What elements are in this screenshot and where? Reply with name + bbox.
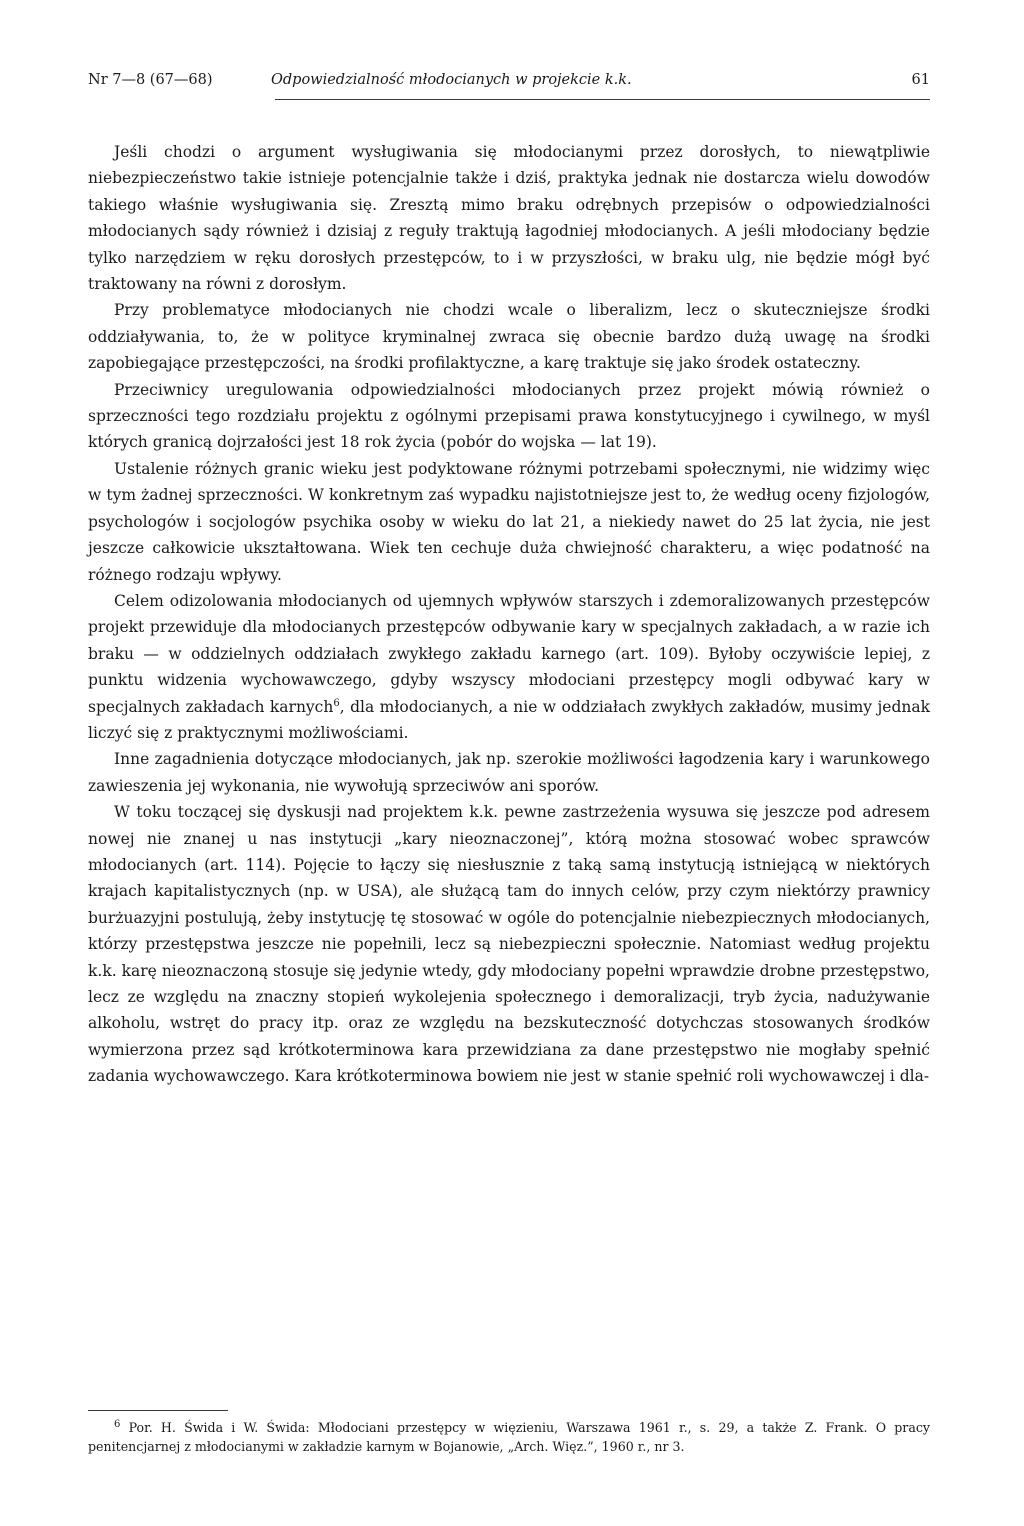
footnote (88, 1419, 930, 1456)
paragraph: Ustalenie różnych granic wieku jest podyktowane różnymi potrzebami społecznymi, nie widzimy więc w tym żadnej sprzeczności. W konkretnym zaś wypadku najistotniejsze jest to, że według oceny fizjologów, psychologów i socjologów psychika osoby w wieku do lat 21, a niekiedy nawet do 25 lat życia, nie jest jeszcze całkowicie ukształtowana. Wiek ten cechuje duża chwiejność charakteru, a więc podatność na różnego rodzaju wpływy. (88, 459, 930, 584)
issue-number: Nr 7—8 (67—68) (88, 72, 213, 88)
paragraph: Przy problematyce młodocianych nie chodzi wcale o liberalizm, lecz o skuteczniejsze środki oddziaływania, to, że w polityce kryminalnej zwraca się obecnie bardzo dużą uwagę na środki zapobiegające przestępczości, na środki profilaktyczne, a karę traktuje się jako środek ostateczny. (88, 301, 930, 373)
footnote-reference: 6 (333, 697, 340, 709)
paragraph: W toku toczącej się dyskusji nad projektem k.k. pewne zastrzeżenia wysuwa się jeszcze pod adresem nowej nie znanej u nas instytucji „kary nieoznaczonej”, którą można stosować wobec sprawców młodocianych (art. 114). Pojęcie to łączy się niesłusznie z taką samą instytucją istniejącą w niektórych krajach kapitalistycznych (np. w USA), ale służącą tam do innych celów, przy czym niektórzy prawnicy burżuazyjni postulują, żeby instytucję tę stosować w ogóle do potencjalnie niebezpiecznych młodocianych, którzy przestępstwa jeszcze nie popełnili, lecz są niebezpieczni społecznie. Natomiast według projektu k.k. karę nieoznaczoną stosuje się jedynie wtedy, gdy młodociany popełni wprawdzie drobne przestępstwo, lecz ze względu na znaczny stopień wykolejenia społecznego i demoralizacji, tryb życia, nadużywanie alkoholu, wstręt do pracy itp. oraz ze względu na bezskuteczność dotychczas stosowanych środków wymierzona przez sąd krótkoterminowa kara przewidziana za dane przestępstwo nie mogłaby spełnić zadania wychowawczego. Kara krótkoterminowa bowiem nie jest w stanie spełnić roli wychowawczej i dla- (88, 803, 930, 1086)
body-text (88, 139, 930, 1090)
paragraph-text: Celem odizolowania młodocianych od ujemnych wpływów starszych i zdemoralizowanych przestępców projekt przewiduje dla młodocianych przestępców odbywanie kary w specjalnych zakładach, a w razie ich braku — w oddzielnych oddziałach zwykłego zakładu karnego (art. 109). Byłoby oczywiście lepiej, z punktu widzenia wychowawczego, gdyby wszyscy młodociani przestępcy mogli odbywać kary w specjalnych zakładach karnych (88, 591, 930, 716)
footnote-marker: 6 (114, 1418, 121, 1430)
paragraph-with-footnote (88, 588, 930, 746)
footnotes (88, 1419, 930, 1456)
footnote-rule (88, 1410, 228, 1411)
page-number: 61 (911, 72, 930, 88)
paragraph-text-continued: , dla młodocianych, a nie w oddziałach zwykłych zakładów, musimy jednak liczyć się z praktycznymi możliwościami. (88, 697, 930, 742)
header-rule (275, 99, 930, 100)
paragraph: Inne zagadnienia dotyczące młodocianych, jak np. szerokie możliwości łagodzenia kary i warunkowego zawieszenia jej wykonania, nie wywołują sprzeciwów ani sporów. (88, 750, 930, 795)
paragraph: Przeciwnicy uregulowania odpowiedzialności młodocianych przez projekt mówią również o sprzeczności tego rozdziału projektu z ogólnymi przepisami prawa konstytucyjnego i cywilnego, w myśl których granicą dojrzałości jest 18 rok życia (pobór do wojska — lat 19). (88, 380, 930, 452)
paragraph: Jeśli chodzi o argument wysługiwania się młodocianymi przez dorosłych, to niewątpliwie niebezpieczeństwo takie istnieje potencjalnie także i dziś, praktyka jednak nie dostarcza wielu dowodów takiego właśnie wysługiwania się. Zresztą mimo braku odrębnych przepisów o odpowiedzialności młodocianych sądy również i dzisiaj z reguły traktują łagodniej młodocianych. A jeśli młodociany będzie tylko narzędziem w ręku dorosłych przestępców, to i w przyszłości, w braku ulg, nie będzie mógł być traktowany na równi z dorosłym. (88, 143, 930, 294)
footnote-text: Por. H. Świda i W. Świda: Młodociani przestępcy w więzieniu, Warszawa 1961 r., s. 29, a także Z. Frank. O pracy penitencjarnej z młodocianymi w zakładzie karnym w Bojanowie, „Arch. Więz.”, 1960 r., nr 3. (88, 1420, 930, 1454)
running-title: Odpowiedzialność młodocianych w projekcie k.k. (271, 72, 632, 88)
running-header (88, 72, 930, 96)
